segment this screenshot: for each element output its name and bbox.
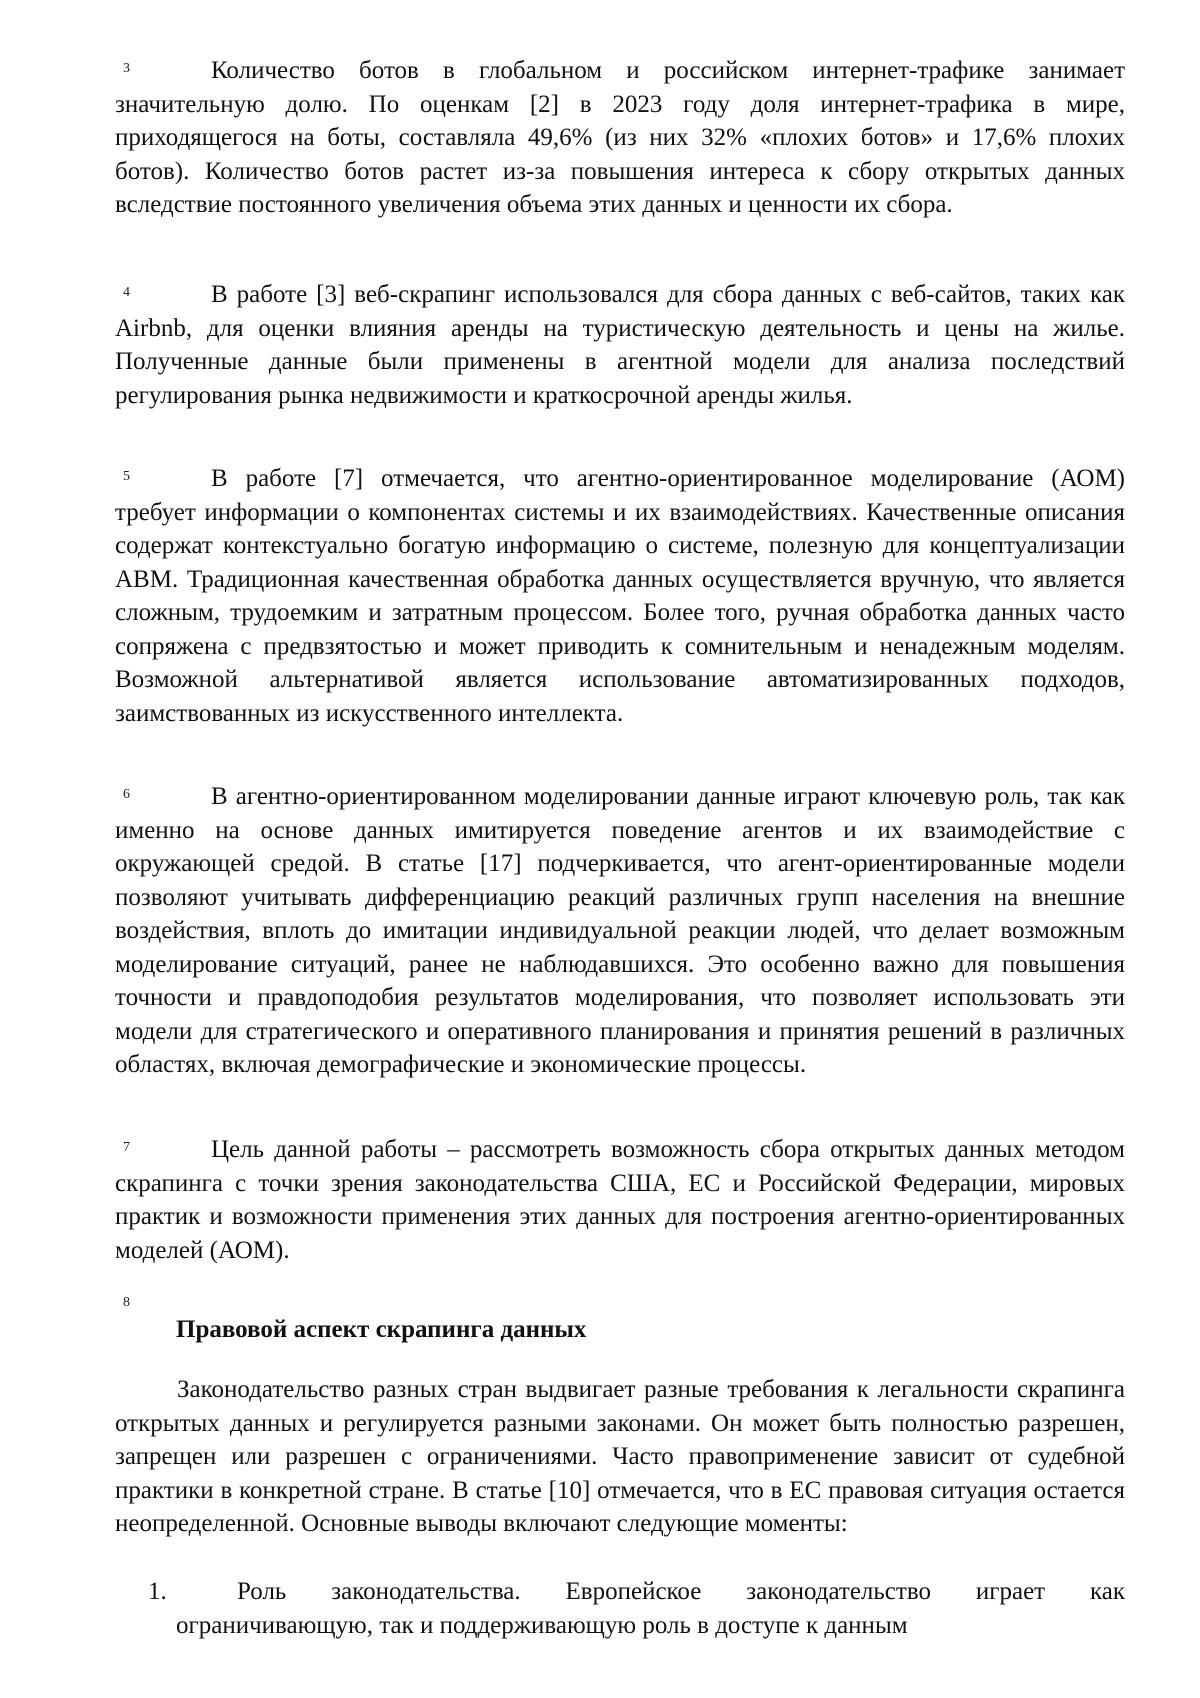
paragraph-work-goal: Цель данной работы – рассмотреть возможность сбора открытых данных методом скрапинга с точки зрения законодательства США, ЕС и Российской Федерации, мировых практик и возможности применения этих данных для построения агентно-ориентированных моделей (АОМ). [115, 1133, 1125, 1267]
paragraph-number: 8 [123, 1296, 130, 1310]
paragraph-bots-traffic: Количество ботов в глобальном и российском интернет-трафике занимает значительную долю. По оценкам [2] в 2023 году доля интернет-трафика в мире, приходящегося на боты, составляла 49,6% (из них 32% «плохих ботов» и 17,6% плохих ботов). Количество ботов растет из-за повышения интереса к сбору открытых данных вследствие постоянного увеличения объема этих данных и ценности их сбора. [115, 54, 1125, 222]
paragraph-number: 7 [123, 1141, 130, 1155]
paragraph-number: 4 [123, 286, 130, 300]
paragraph-number: 5 [123, 470, 130, 484]
paragraph-number: 6 [123, 788, 130, 802]
document-page [0, 0, 1200, 1698]
paragraph-number: 3 [123, 62, 130, 76]
paragraph-airbnb-scraping: В работе [3] веб-скрапинг использовался для сбора данных с веб-сайтов, таких как Airbnb, для оценки влияния аренды на туристическую деятельность и цены на жилье. Полученные данные были применены в агентной модели для анализа последствий регулирования рынка недвижимости и краткосрочной аренды жилья. [115, 278, 1125, 412]
section-heading: Правовой аспект скрапинга данных [176, 1313, 586, 1346]
list-item [176, 1575, 1125, 1642]
list-item-text: Роль законодательства. Европейское законодательство играет как ограничивающую, так и поддерживающую роль в доступе к данным [176, 1575, 1125, 1642]
paragraph-agent-data-role: В агентно-ориентированном моделировании данные играют ключевую роль, так как именно на основе данных имитируется поведение агентов и их взаимодействие с окружающей средой. В статье [17] подчеркивается, что агент-ориентированные модели позволяют учитывать дифференциацию реакций различных групп населения на внешние воздействия, вплоть до имитации индивидуальной реакции людей, что делает возможным моделирование ситуаций, ранее не наблюдавшихся. Это особенно важно для повышения точности и правдоподобия результатов моделирования, что позволяет использовать эти модели для стратегического и оперативного планирования и принятия решений в различных областях, включая демографические и экономические процессы. [115, 780, 1125, 1082]
paragraph-legal-intro: Законодательство разных стран выдвигает разные требования к легальности скрапинга открытых данных и регулируется разными законами. Он может быть полностью разрешен, запрещен или разрешен с ограничениями. Часто правоприменение зависит от судебной практики в конкретной стране. В статье [10] отмечается, что в ЕС правовая ситуация остается неопределенной. Основные выводы включают следующие моменты: [115, 1373, 1125, 1541]
list-item-number: 1. [148, 1575, 167, 1609]
paragraph-aom-qualitative: В работе [7] отмечается, что агентно-ориентированное моделирование (АОМ) требует информации о компонентах системы и их взаимодействиях. Качественные описания содержат контекстуально богатую информацию о системе, полезную для концептуализации ABM. Традиционная качественная обработка данных осуществляется вручную, что является сложным, трудоемким и затратным процессом. Более того, ручная обработка данных часто сопряжена с предвзятостью и может приводить к сомнительным и ненадежным моделям. Возможной альтернативой является использование автоматизированных подходов, заимствованных из искусственного интеллекта. [115, 462, 1125, 730]
